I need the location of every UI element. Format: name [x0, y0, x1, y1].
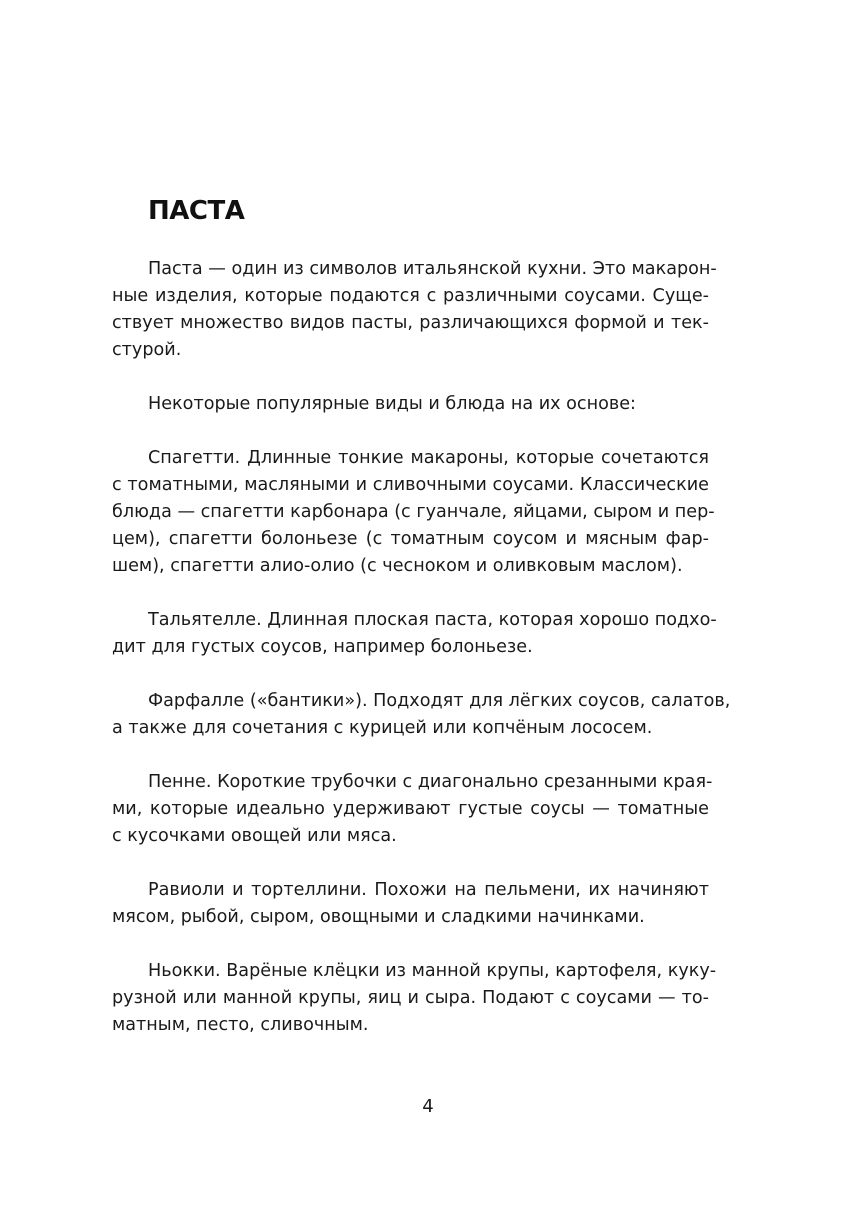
- paragraph-list-intro: [112, 391, 709, 418]
- text-line: матным, песто, сливочным.: [112, 1015, 369, 1035]
- text-line: рузной или манной крупы, яиц и сыра. Подают с соусами — то-: [112, 988, 709, 1008]
- text-line: Тальятелле. Длинная плоская паста, которая хорошо подхо-: [148, 610, 717, 630]
- text-line: а также для сочетания с курицей или копчёным лососем.: [112, 718, 653, 738]
- text-line: Некоторые популярные виды и блюда на их основе:: [148, 394, 636, 414]
- paragraph-ravioli: [112, 877, 709, 931]
- text-line: Паста — один из символов итальянской кухни. Это макарон-: [148, 259, 717, 279]
- text-line: с кусочками овощей или мяса.: [112, 826, 397, 846]
- text-line: блюда — спагетти карбонара (с гуанчале, яйцами, сыром и пер-: [112, 502, 715, 522]
- paragraph-penne: [112, 769, 713, 850]
- text-line: цем), спагетти болоньезе (с томатным соусом и мясным фар-: [112, 529, 709, 549]
- page-number: 4: [422, 1096, 434, 1117]
- text-line: Ньокки. Варёные клёцки из манной крупы, картофеля, куку-: [148, 961, 717, 981]
- text-line: Пенне. Короткие трубочки с диагонально срезанными края-: [148, 772, 713, 792]
- text-line: дит для густых соусов, например болоньезе.: [112, 637, 533, 657]
- paragraph-tagliatelle: [112, 607, 717, 661]
- paragraph-intro: [112, 256, 717, 364]
- text-line: мясом, рыбой, сыром, овощными и сладкими начинками.: [112, 907, 645, 927]
- text-line: ные изделия, которые подаются с различными соусами. Суще-: [112, 286, 709, 306]
- paragraph-farfalle: [112, 688, 731, 742]
- paragraph-gnocchi: [112, 958, 717, 1039]
- text-line: Фарфалле («бантики»). Подходят для лёгких соусов, салатов,: [148, 691, 731, 711]
- body-text: [112, 256, 731, 1066]
- text-line: Спагетти. Длинные тонкие макароны, которые сочетаются: [148, 448, 709, 468]
- text-line: стурой.: [112, 340, 182, 360]
- paragraph-spaghetti: [112, 445, 715, 580]
- text-line: Равиоли и тортеллини. Похожи на пельмени, их начиняют: [148, 880, 709, 900]
- text-line: с томатными, масляными и сливочными соусами. Классические: [112, 475, 709, 495]
- text-line: ми, которые идеально удерживают густые соусы — томатные: [112, 799, 709, 819]
- page-title: ПАСТА: [148, 196, 245, 226]
- text-line: шем), спагетти алио-олио (с чесноком и оливковым маслом).: [112, 556, 683, 576]
- text-line: ствует множество видов пасты, различающихся формой и тек-: [112, 313, 709, 333]
